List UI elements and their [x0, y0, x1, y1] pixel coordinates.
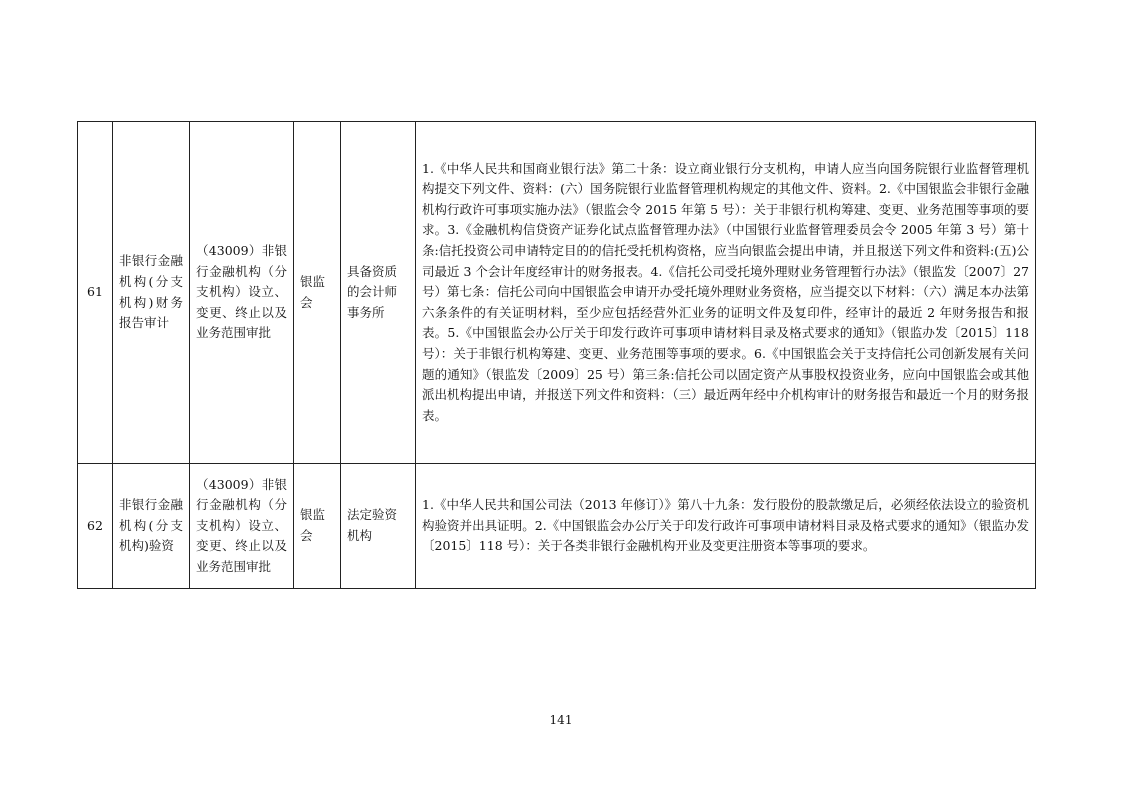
row-number: 62 [78, 464, 113, 589]
page-number: 141 [549, 713, 573, 727]
approval-item-cell: （43009）非银行金融机构（分支机构）设立、变更、终止以及业务范围审批 [190, 464, 294, 589]
item-name-cell: 非银行金融机构(分支机构)验资 [113, 464, 190, 589]
department-cell: 银监会 [294, 464, 341, 589]
department-cell: 银监会 [294, 122, 341, 464]
requirements-table [77, 121, 1036, 589]
approval-item-cell: （43009）非银行金融机构（分支机构）设立、变更、终止以及业务范围审批 [190, 122, 294, 464]
legal-basis-cell: 1.《中华人民共和国公司法（2013 年修订）》第八十九条：发行股份的股款缴足后，必须经依法设立的验资机构验资并出具证明。2.《中国银监会办公厅关于印发行政许可事项申请材料目录及格式要求的通知》（银监办发〔2015〕118 号）：关于各类非银行金融机构开业及变更注册资本等事项的要求。 [416, 464, 1036, 589]
row-number: 61 [78, 122, 113, 464]
service-provider-cell: 具备资质的会计师事务所 [341, 122, 416, 464]
service-provider-cell: 法定验资机构 [341, 464, 416, 589]
table-row [78, 122, 1036, 464]
table-row [78, 464, 1036, 589]
item-name-cell: 非银行金融机构(分支机构)财务报告审计 [113, 122, 190, 464]
legal-basis-cell: 1.《中华人民共和国商业银行法》第二十条：设立商业银行分支机构，申请人应当向国务院银行业监督管理机构提交下列文件、资料：(六）国务院银行业监督管理机构规定的其他文件、资料。2.《中国银监会非银行金融机构行政许可事项实施办法》（银监会令 2015 年第 5 号）：关于非银行机构筹建、变更、业务范围等事项的要求。3.《金融机构信贷资产证券化试点监督管理办法》（中国银行业监督管理委员会令 2005 年第 3 号）第十条:信托投资公司申请特定目的的信托受托机构资格，应当向银监会提出申请，并且报送下列文件和资料:(五)公司最近 3 个会计年度经审计的财务报表。4.《信托公司受托境外理财业务管理暂行办法》（银监发〔2007〕27 号）第七条：信托公司向中国银监会申请开办受托境外理财业务资格，应当提交以下材料：（六）满足本办法第六条条件的有关证明材料，至少应包括经营外汇业务的证明文件及复印件，经审计的最近 2 年财务报告和报表。5.《中国银监会办公厅关于印发行政许可事项申请材料目录及格式要求的通知》（银监办发〔2015〕118 号）：关于非银行机构筹建、变更、业务范围等事项的要求。6.《中国银监会关于支持信托公司创新发展有关问题的通知》（银监发〔2009〕25 号）第三条:信托公司以固定资产从事股权投资业务，应向中国银监会或其他派出机构提出申请，并报送下列文件和资料：（三）最近两年经中介机构审计的财务报告和最近一个月的财务报表。 [416, 122, 1036, 464]
